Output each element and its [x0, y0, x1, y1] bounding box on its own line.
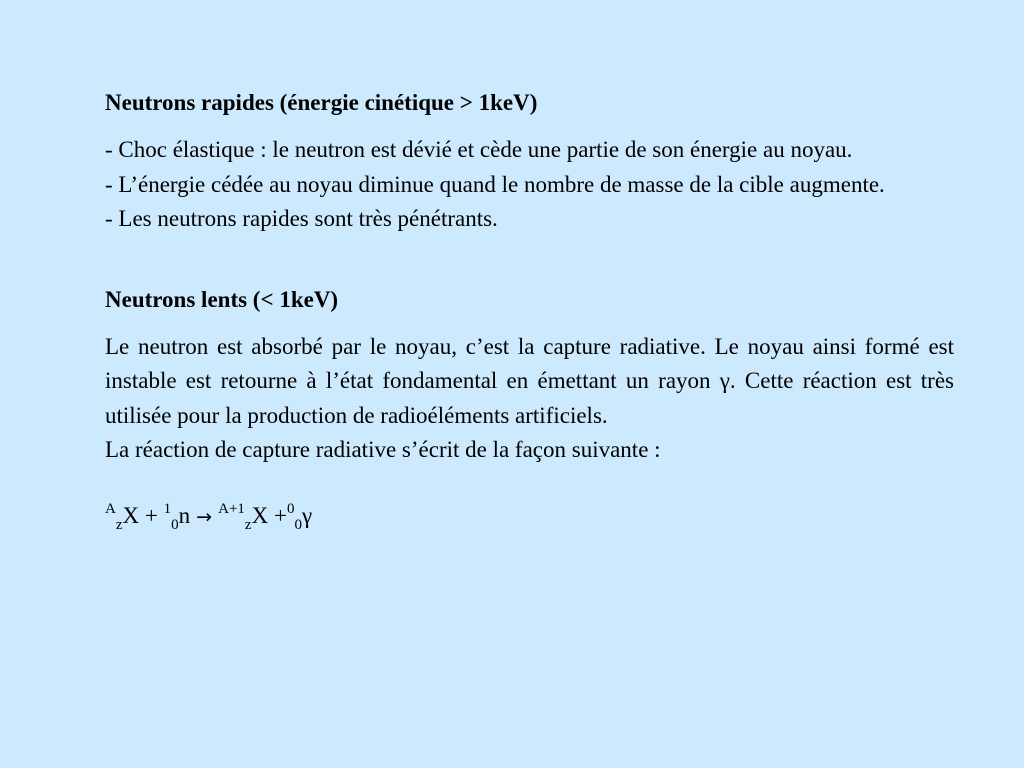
- term3-symbol: X: [251, 502, 269, 528]
- term4-symbol: γ: [301, 502, 313, 528]
- slow-neutrons-paragraph: Le neutron est absorbé par le noyau, c’est la capture radiative. Le noyau ainsi formé est instable est retourne à l’état fondamental en émettant un rayon γ. Cette réaction est très utilisée pour la production de radioéléments artificiels.: [105, 333, 954, 428]
- plus-sign-1: +: [139, 502, 164, 528]
- fast-neutrons-line-2: - L’énergie cédée au noyau diminue quand le nombre de masse de la cible augmente.: [105, 171, 885, 197]
- fast-neutrons-line-1: - Choc élastique : le neutron est dévié et cède une partie de son énergie au noyau.: [105, 137, 853, 162]
- capture-reaction-equation: [105, 499, 954, 534]
- term3-mass-number: A+1: [218, 500, 245, 517]
- section-title-slow-neutrons: Neutrons lents (< 1keV): [105, 286, 339, 312]
- term4-atomic-number: 0: [294, 516, 302, 533]
- term1-symbol: X: [122, 502, 140, 528]
- term2-symbol: n: [178, 502, 191, 528]
- term2-atomic-number: 0: [171, 516, 179, 533]
- term3-atomic-number: z: [244, 516, 252, 533]
- plus-sign-2: +: [268, 502, 287, 528]
- slide-content: [105, 86, 954, 534]
- fast-neutrons-line-3: - Les neutrons rapides sont très pénétrants.: [105, 206, 498, 231]
- section-title-fast-neutrons: Neutrons rapides (énergie cinétique > 1keV): [105, 90, 538, 115]
- term1-atomic-number: z: [115, 516, 123, 533]
- slow-neutrons-closing-line: La réaction de capture radiative s’écrit de la façon suivante :: [105, 437, 661, 462]
- term1-mass-number: A: [105, 500, 116, 517]
- term4-mass-number: 0: [286, 500, 295, 517]
- term2-mass-number: 1: [163, 500, 172, 517]
- reaction-arrow-icon: →: [190, 505, 219, 528]
